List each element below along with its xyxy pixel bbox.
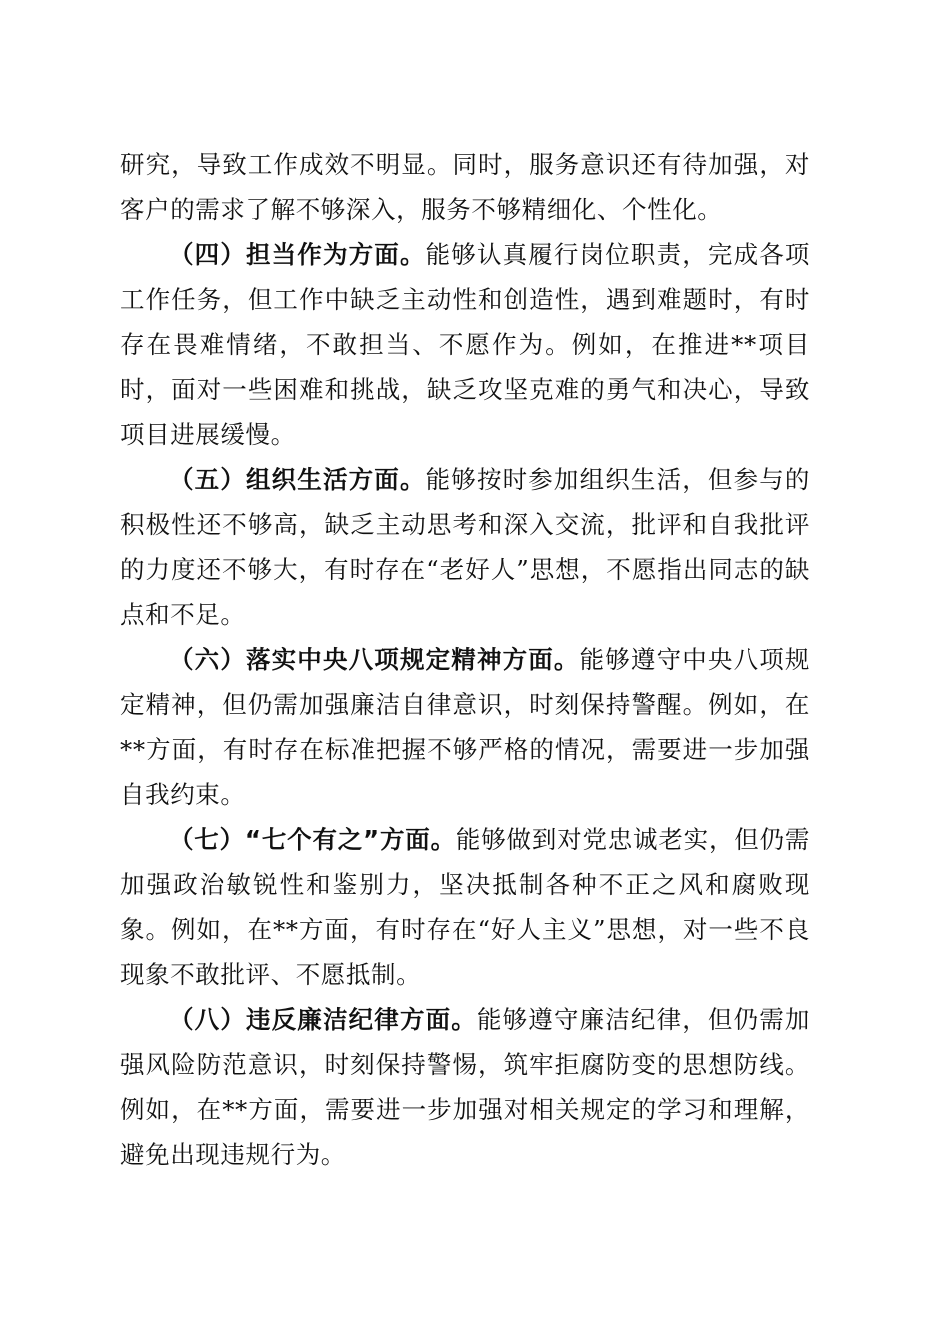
paragraph-text: 能够做到对党忠诚老实，但仍需加强政治敏锐性和鉴别力，坚决抵制各种不正之风和腐败现象。例如，在**方面，有时存在“好人主义”思想，对一些不良现象不敢批评、不愿抵制。 bbox=[120, 825, 811, 989]
paragraph-continuation bbox=[120, 142, 810, 232]
paragraph-section-4 bbox=[120, 232, 810, 457]
paragraph-text: 能够遵守中央八项规定精神，但仍需加强廉洁自律意识，时刻保持警醒。例如，在**方面，有时存在标准把握不够严格的情况，需要进一步加强自我约束。 bbox=[120, 645, 810, 809]
paragraph-section-6 bbox=[120, 637, 810, 817]
paragraph-section-7 bbox=[120, 817, 810, 997]
paragraph-section-5 bbox=[120, 457, 810, 637]
section-heading: （七）“七个有之”方面。 bbox=[169, 825, 456, 854]
section-heading: （四）担当作为方面。 bbox=[169, 240, 426, 269]
paragraph-text: 能够遵守廉洁纪律，但仍需加强风险防范意识，时刻保持警惕，筑牢拒腐防变的思想防线。例如，在**方面，需要进一步加强对相关规定的学习和理解，避免出现违规行为。 bbox=[120, 1005, 810, 1169]
section-heading: （八）违反廉洁纪律方面。 bbox=[169, 1005, 477, 1034]
document-body bbox=[120, 142, 810, 1177]
paragraph-section-8 bbox=[120, 997, 810, 1177]
section-heading: （六）落实中央八项规定精神方面。 bbox=[169, 645, 580, 674]
paragraph-text: 能够按时参加组织生活，但参与的积极性还不够高，缺乏主动思考和深入交流，批评和自我批评的力度还不够大，有时存在“老好人”思想，不愿指出同志的缺点和不足。 bbox=[120, 465, 810, 629]
paragraph-text: 能够认真履行岗位职责，完成各项工作任务，但工作中缺乏主动性和创造性，遇到难题时，有时存在畏难情绪，不敢担当、不愿作为。例如，在推进**项目时，面对一些困难和挑战，缺乏攻坚克难的勇气和决心，导致项目进展缓慢。 bbox=[120, 240, 810, 449]
paragraph-text: 研究，导致工作成效不明显。同时，服务意识还有待加强，对客户的需求了解不够深入，服务不够精细化、个性化。 bbox=[120, 150, 810, 224]
section-heading: （五）组织生活方面。 bbox=[169, 465, 426, 494]
